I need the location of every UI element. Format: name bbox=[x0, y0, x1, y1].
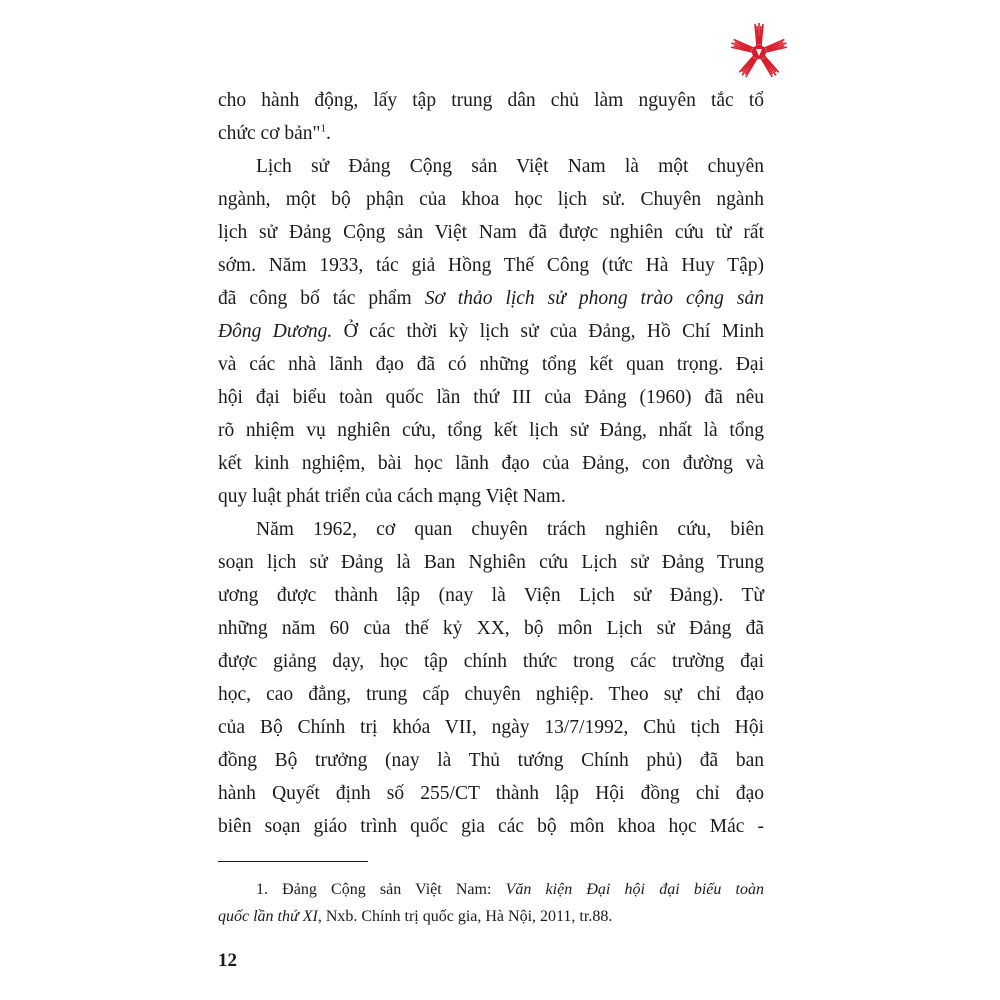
text-line: ương được thành lập (nay là Viện Lịch sử Đảng). Từ bbox=[218, 585, 764, 606]
book-title: Sơ thảo lịch sử phong trào cộng sản bbox=[424, 288, 764, 309]
text-line: và các nhà lãnh đạo đã có những tổng kết quan trọng. Đại bbox=[218, 354, 764, 375]
text-line: Lịch sử Đảng Cộng sản Việt Nam là một chuyên bbox=[256, 156, 764, 177]
footnote-line: quốc lần thứ XI, Nxb. Chính trị quốc gia, Hà Nội, 2011, tr.88. bbox=[218, 908, 613, 925]
footnote-title: Văn kiện Đại hội đại biểu toàn bbox=[505, 881, 764, 898]
text-line: sớm. Năm 1933, tác giả Hồng Thế Công (tức Hà Huy Tập) bbox=[218, 255, 764, 276]
text-line: soạn lịch sử Đảng là Ban Nghiên cứu Lịch sử Đảng Trung bbox=[218, 552, 764, 573]
page-number: 12 bbox=[218, 950, 237, 971]
text-line: cho hành động, lấy tập trung dân chủ làm nguyên tắc tổ bbox=[218, 90, 764, 111]
text-line: rõ nhiệm vụ nghiên cứu, tổng kết lịch sử Đảng, nhất là tổng bbox=[218, 420, 764, 441]
text-line: kết kinh nghiệm, bài học lãnh đạo của Đảng, con đường và bbox=[218, 453, 764, 474]
text-line: những năm 60 của thế kỷ XX, bộ môn Lịch sử Đảng đã bbox=[218, 618, 764, 639]
footnote-line: 1. Đảng Cộng sản Việt Nam: Văn kiện Đại hội đại biểu toàn bbox=[256, 881, 764, 898]
footnote-title: quốc lần thứ XI bbox=[218, 908, 318, 925]
text-line: học, cao đẳng, trung cấp chuyên nghiệp. Theo sự chỉ đạo bbox=[218, 684, 764, 705]
text-line: hành Quyết định số 255/CT thành lập Hội đồng chỉ đạo bbox=[218, 783, 764, 804]
footnote-ref: 1 bbox=[320, 122, 326, 135]
text-line: đã công bố tác phẩm Sơ thảo lịch sử phong trào cộng sản bbox=[218, 288, 764, 309]
text-line: biên soạn giáo trình quốc gia các bộ môn khoa học Mác - bbox=[218, 816, 764, 837]
book-title: Đông Dương. bbox=[218, 321, 333, 342]
text-line: Năm 1962, cơ quan chuyên trách nghiên cứu, biên bbox=[256, 519, 764, 540]
footnote-divider bbox=[218, 861, 368, 862]
text-line: Đông Dương. Ở các thời kỳ lịch sử của Đảng, Hồ Chí Minh bbox=[218, 321, 764, 342]
text-line: ngành, một bộ phận của khoa học lịch sử. Chuyên ngành bbox=[218, 189, 764, 210]
text-line: của Bộ Chính trị khóa VII, ngày 13/7/1992, Chủ tịch Hội bbox=[218, 717, 764, 738]
text-line: được giảng dạy, học tập chính thức trong các trường đại bbox=[218, 651, 764, 672]
text-line: lịch sử Đảng Cộng sản Việt Nam đã được nghiên cứu từ rất bbox=[218, 222, 764, 243]
publisher-star-logo-icon bbox=[729, 22, 789, 82]
text-line: đồng Bộ trưởng (nay là Thủ tướng Chính phủ) đã ban bbox=[218, 750, 764, 771]
text-line: chức cơ bản"$^1$. bbox=[218, 122, 331, 144]
text-line: quy luật phát triển của cách mạng Việt Nam. bbox=[218, 486, 566, 507]
text-line: hội đại biểu toàn quốc lần thứ III của Đảng (1960) đã nêu bbox=[218, 387, 764, 408]
